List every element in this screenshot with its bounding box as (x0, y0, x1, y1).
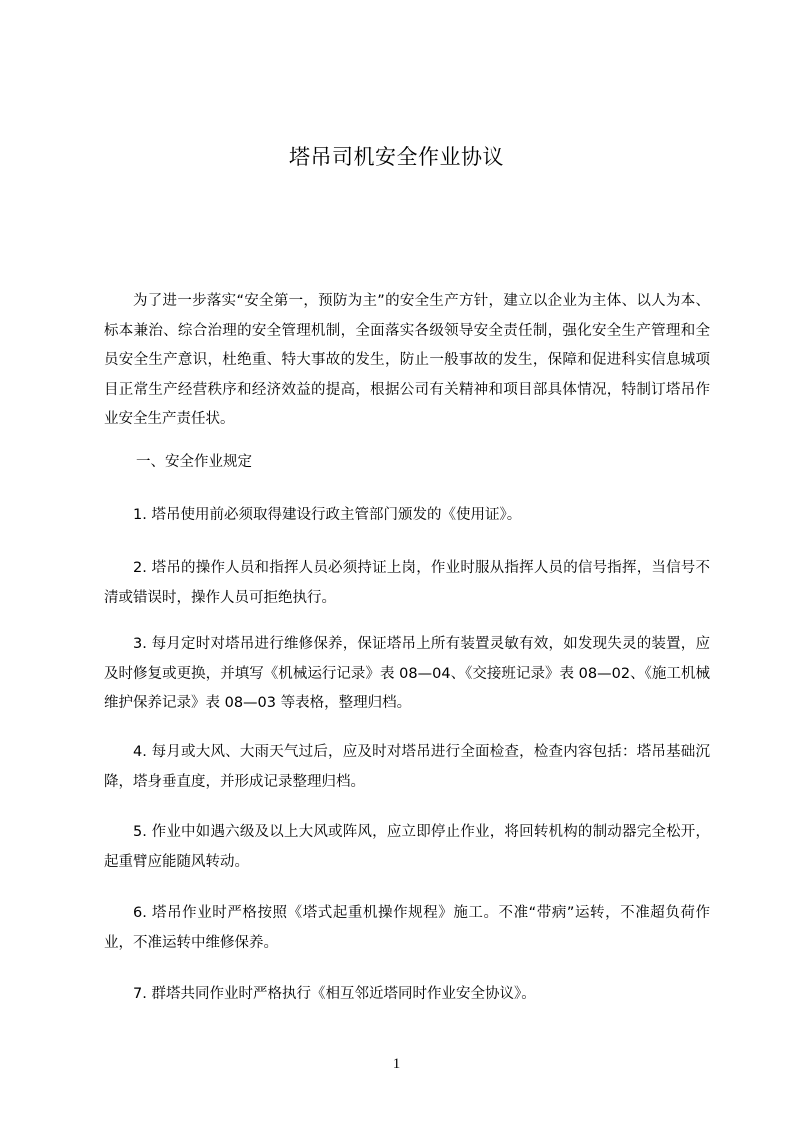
list-item-number: 1. (133, 507, 147, 523)
list-item (104, 980, 710, 1010)
list-item-text: 作业中如遇六级及以上大风或阵风，应立即停止作业，将回转机构的制动器完全松开，起重臂应能随风转动。 (104, 824, 711, 870)
list-item (104, 899, 710, 958)
list-item (104, 818, 710, 877)
list-item (104, 501, 710, 531)
intro-paragraph: 为了进一步落实“安全第一，预防为主”的安全生产方针，建立以企业为主体、以人为本、标本兼治、综合治理的安全管理机制，全面落实各级领导安全责任制，强化安全生产管理和全员安全生产意识，杜绝重、特大事故的发生，防止一般事故的发生，保障和促进科实信息城项目正常生产经营秩序和经济效益的提高，根据公司有关精神和项目部具体情况，特制订塔吊作业安全生产责任状。 (104, 293, 710, 427)
list-item (104, 738, 710, 797)
list-item-number: 6. (133, 905, 147, 921)
list-item-text: 每月或大风、大雨天气过后，应及时对塔吊进行全面检查，检查内容包括：塔吊基础沉降，塔身垂直度，并形成记录整理归档。 (104, 744, 711, 790)
list-item-text: 塔吊的操作人员和指挥人员必须持证上岗，作业时服从指挥人员的信号指挥，当信号不清或错误时，操作人员可拒绝执行。 (104, 560, 711, 606)
list-item-number: 2. (133, 560, 147, 576)
list-item-text: 塔吊作业时严格按照《塔式起重机操作规程》施工。不准“带病”运转，不准超负荷作业，不准运转中维修保养。 (104, 905, 711, 951)
document-title: 塔吊司机安全作业协议 (289, 145, 504, 169)
list-item-number: 4. (133, 744, 147, 760)
list-item-number: 3. (133, 636, 147, 652)
list-item (104, 554, 710, 613)
list-item-number: 7. (133, 986, 147, 1002)
page-number: 1 (392, 1056, 401, 1072)
list-item-text: 每月定时对塔吊进行维修保养，保证塔吊上所有装置灵敏有效，如发现失灵的装置，应及时修复或更换，并填写《机械运行记录》表 08—04、《交接班记录》表 08—02、《施工机械维护保养记录》表 08—03 等表格，整理归档。 (104, 636, 711, 711)
list-item-text: 群塔共同作业时严格执行《相互邻近塔同时作业安全协议》。 (151, 986, 536, 1002)
list-item (104, 630, 710, 719)
list-item-number: 5. (133, 824, 147, 840)
section-heading: 一、安全作业规定 (136, 454, 252, 470)
list-item-text: 塔吊使用前必须取得建设行政主管部门颁发的《使用证》。 (151, 507, 522, 523)
